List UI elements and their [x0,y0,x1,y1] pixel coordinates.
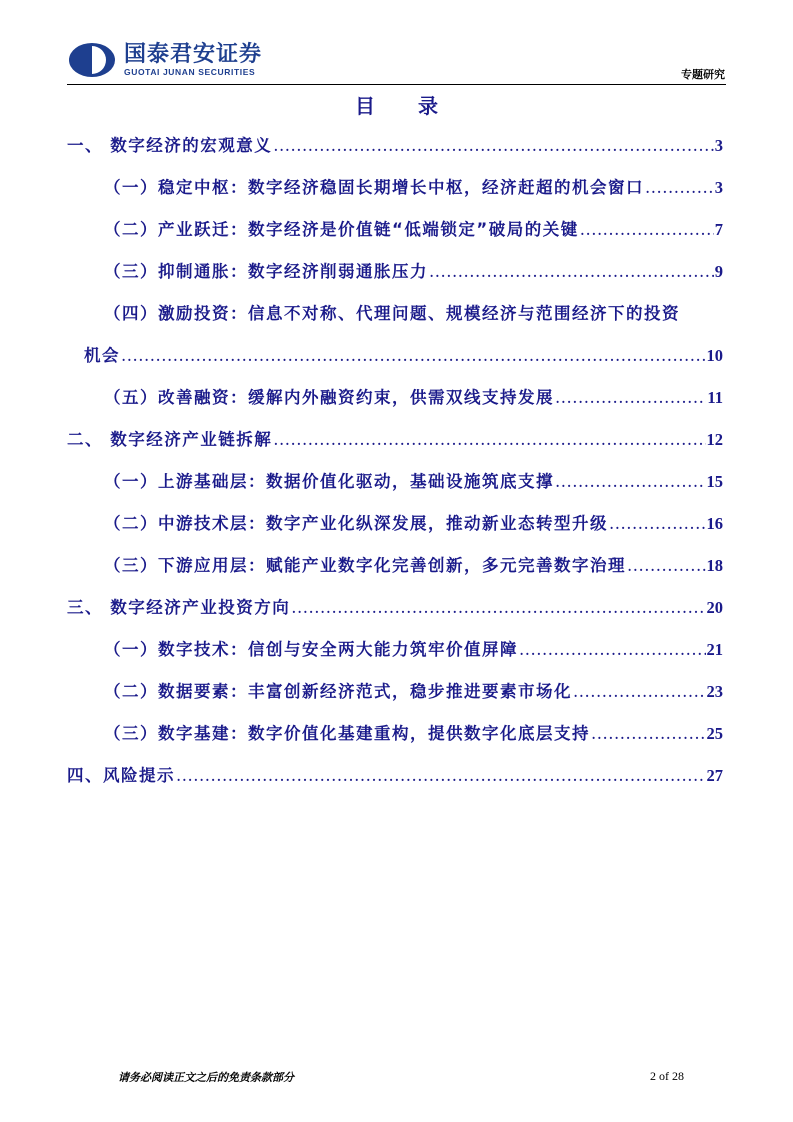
toc-title: 目 录 [355,94,456,118]
footer-page-number: 2 of 28 [650,1069,684,1083]
toc-entry-page: 18 [706,556,723,575]
toc-entry-1-5[interactable] [67,384,723,408]
toc-entry-page: 10 [706,346,723,365]
toc-leader-dots [273,136,714,155]
toc-entry-label: 二、 数字经济产业链拆解 [67,430,273,449]
toc-entry-page: 23 [706,682,723,701]
company-logo [68,42,262,78]
toc-leader-dots [121,346,706,365]
toc-entry-label: （三）抑制通胀：数字经济削弱通胀压力 [104,262,428,281]
toc-entry-section-4[interactable] [67,762,723,786]
toc-entry-page: 16 [706,514,723,533]
toc-entry-label: （二）数据要素：丰富创新经济范式，稳步推进要素市场化 [104,682,572,701]
toc-entry-2-1[interactable] [67,468,723,492]
toc-leader-dots [609,514,706,533]
toc-entry-page: 9 [714,262,723,281]
toc-leader-dots [519,640,706,659]
toc-leader-dots [176,766,706,785]
toc-entry-2-2[interactable] [67,510,723,534]
toc-entry-3-3[interactable] [67,720,723,744]
toc-leader-dots [580,220,714,239]
toc-entry-page: 20 [706,598,723,617]
toc-entry-label: 三、 数字经济产业投资方向 [67,598,291,617]
toc-entry-label: （五）改善融资：缓解内外融资约束，供需双线支持发展 [104,388,554,407]
toc-entry-3-1[interactable] [67,636,723,660]
toc-leader-dots [555,472,706,491]
toc-entry-label: 四、风险提示 [67,766,175,785]
report-type-label: 专题研究 [681,68,725,81]
toc-entry-label: 一、 数字经济的宏观意义 [67,136,273,155]
toc-leader-dots [273,430,705,449]
toc-entry-page: 21 [706,640,723,659]
toc-entry-label: （三）下游应用层：赋能产业数字化完善创新，多元完善数字治理 [104,556,626,575]
toc-entry-1-3[interactable] [67,258,723,282]
toc-leader-dots [573,682,706,701]
toc-entry-1-2[interactable] [67,216,723,240]
footer-disclaimer: 请务必阅读正文之后的免责条款部分 [118,1071,294,1084]
toc-entry-page: 12 [706,430,723,449]
toc-entry-1-4[interactable] [67,342,723,366]
toc-entry-page: 27 [706,766,723,785]
toc-entry-section-2[interactable] [67,426,723,450]
toc-entry-1-4-line1[interactable]: （四）激励投资：信息不对称、代理问题、规模经济与范围经济下的投资 [104,304,680,323]
table-of-contents [67,132,723,786]
toc-leader-dots [627,556,706,575]
toc-entry-3-2[interactable] [67,678,723,702]
toc-leader-dots [645,178,714,197]
toc-entry-section-1[interactable] [67,132,723,156]
toc-entry-label: （三）数字基建：数字价值化基建重构，提供数字化底层支持 [104,724,590,743]
toc-entry-page: 15 [706,472,723,491]
toc-entry-page: 7 [714,220,723,239]
toc-entry-1-1[interactable] [67,174,723,198]
toc-entry-section-3[interactable] [67,594,723,618]
toc-entry-label: （二）中游技术层：数字产业化纵深发展，推动新业态转型升级 [104,514,608,533]
header-divider [67,84,726,85]
toc-entry-page: 3 [714,178,723,197]
toc-entry-page: 25 [706,724,723,743]
toc-entry-page: 3 [714,136,723,155]
toc-entry-2-3[interactable] [67,552,723,576]
toc-leader-dots [291,598,705,617]
logo-chinese-name: 国泰君安证券 [124,42,263,67]
toc-entry-label: （一）上游基础层：数据价值化驱动，基础设施筑底支撑 [104,472,554,491]
toc-leader-dots [591,724,706,743]
toc-entry-label: （一）数字技术：信创与安全两大能力筑牢价值屏障 [104,640,518,659]
logo-english-name: GUOTAI JUNAN SECURITIES [124,67,256,77]
toc-entry-page: 11 [707,388,723,407]
toc-leader-dots [429,262,714,281]
toc-entry-label-continued: 机会 [84,346,120,365]
toc-entry-label: （二）产业跃迁：数字经济是价值链“低端锁定”破局的关键 [104,220,579,239]
toc-entry-label: （一）稳定中枢：数字经济稳固长期增长中枢，经济赶超的机会窗口 [104,178,644,197]
guotai-junan-logo-icon [68,42,116,78]
toc-leader-dots [555,388,706,407]
